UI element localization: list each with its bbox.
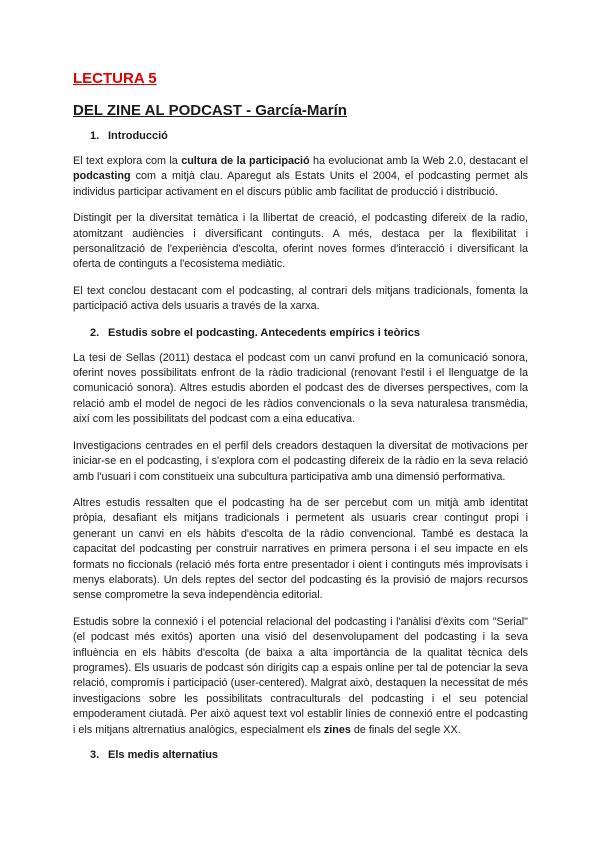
document-title: DEL ZINE AL PODCAST - García-Marín: [73, 102, 347, 119]
text-run: El text explora com la: [73, 155, 182, 167]
paragraph-intro-1: [73, 154, 528, 200]
paragraph-intro-3: El text conclou destacant com el podcasting, al contrari dels mitjans tradicionals, fomenta la participació activa dels usuaris a través de la xarxa.: [73, 284, 528, 313]
section-number: 3.: [90, 749, 100, 761]
text-run: ha evolucionat amb la Web 2.0, destacant el: [309, 155, 529, 167]
section-heading-estudis: [73, 326, 528, 340]
text-run: com a mitjà clau. Aparegut als Estats Units el 2004, el podcasting permet als individus participar activament en el discurs públic amb facilitat de producció i distribució.: [73, 170, 528, 198]
bold-term: podcasting: [73, 170, 131, 183]
bold-term: cultura de la participació: [181, 155, 310, 167]
section-number: 2.: [90, 326, 100, 339]
section-heading-introduccio: [73, 129, 528, 143]
lectura-heading: LECTURA 5: [73, 70, 157, 87]
section-heading-medis: [73, 748, 528, 762]
paragraph-estudis-2: Investigacions centrades en el perfil dels creadors destaquen la diversitat de motivacions per iniciar-se en el podcasting, i s'explora com el podcasting difereix de la ràdio en la seva relació amb l'usuari i com constitueix una subcultura participativa amb una dimensió performativa.: [73, 439, 528, 483]
paragraph-estudis-1: La tesi de Sellas (2011) destaca el podcast com un canvi profund en la comunicació sonora, oferint noves possibilitats enfront de la ràdio tradicional (renovant l'estil i el llenguatge de la comunicació sonora). Altres estudis aborden el podcast des de diverses perspectives, com la relació amb el model de negoci de les ràdios convencionals o la seva naturalesa transmèdia, així com les possibilitats del podcast com a eina educativa.: [73, 351, 528, 426]
paragraph-estudis-4: [73, 615, 528, 738]
paragraph-intro-2: Distingit per la diversitat temàtica i la llibertat de creació, el podcasting difereix de la radio, atomitzant audiències i diversificant continguts. A més, destaca per la flexibilitat i personalització de l'experiència d'escolta, oferint noves formes d'interacció i diversificant la oferta de continguts a l'ecosistema mediàtic.: [73, 212, 528, 271]
bold-term: zines: [323, 723, 351, 736]
section-title: Els medis alternatius: [108, 749, 219, 761]
paragraph-estudis-3: Altres estudis ressalten que el podcasting ha de ser percebut com un mitjà amb identitat pròpia, desafiant els mitjans tradicionals i permetent als usuaris crear contingut propi i generant un canvi en els hàbits d'escolta de la ràdio convencional. També es destaca la capacitat del podcasting per construir narratives en primera persona i el seu impacte en els formats no ficcionals (relació més forta entre presentador i oient i continguts més improvisats i menys elaborats). Un dels reptes del sector del podcasting és la provisió de majors recursos sense comprometre la seva independència editorial.: [73, 496, 528, 602]
text-run: de finals del segle XX.: [350, 723, 461, 736]
section-title: Estudis sobre el podcasting. Antecedents empírics i teòrics: [108, 326, 420, 339]
text-run: Estudis sobre la connexió i el potencial relacional del podcasting i l'anàlisi d'èxits com "Serial" (el podcast més exitós) aporten una visió del desenvolupament del podcasting i la seva influència en els hàbits d'escolta (de baixa a alta importància de la qualitat tècnica dels programes). Els usuaris de podcast són dirigits cap a espais online per tal de potenciar la seva relació, compromís i participació (user-centered). Malgrat això, destaquen la necessitat de més investigacions sobre les possibilitats contraculturals del podcasting i el seu potencial empoderament ciutadà. Per això aquest text vol establir línies de connexió entre el podcasting i els mitjans altrernatius analògics, especialment els: [73, 615, 528, 736]
section-number: 1.: [90, 130, 100, 142]
section-title: Introducció: [108, 130, 168, 142]
document-page: [73, 70, 528, 773]
